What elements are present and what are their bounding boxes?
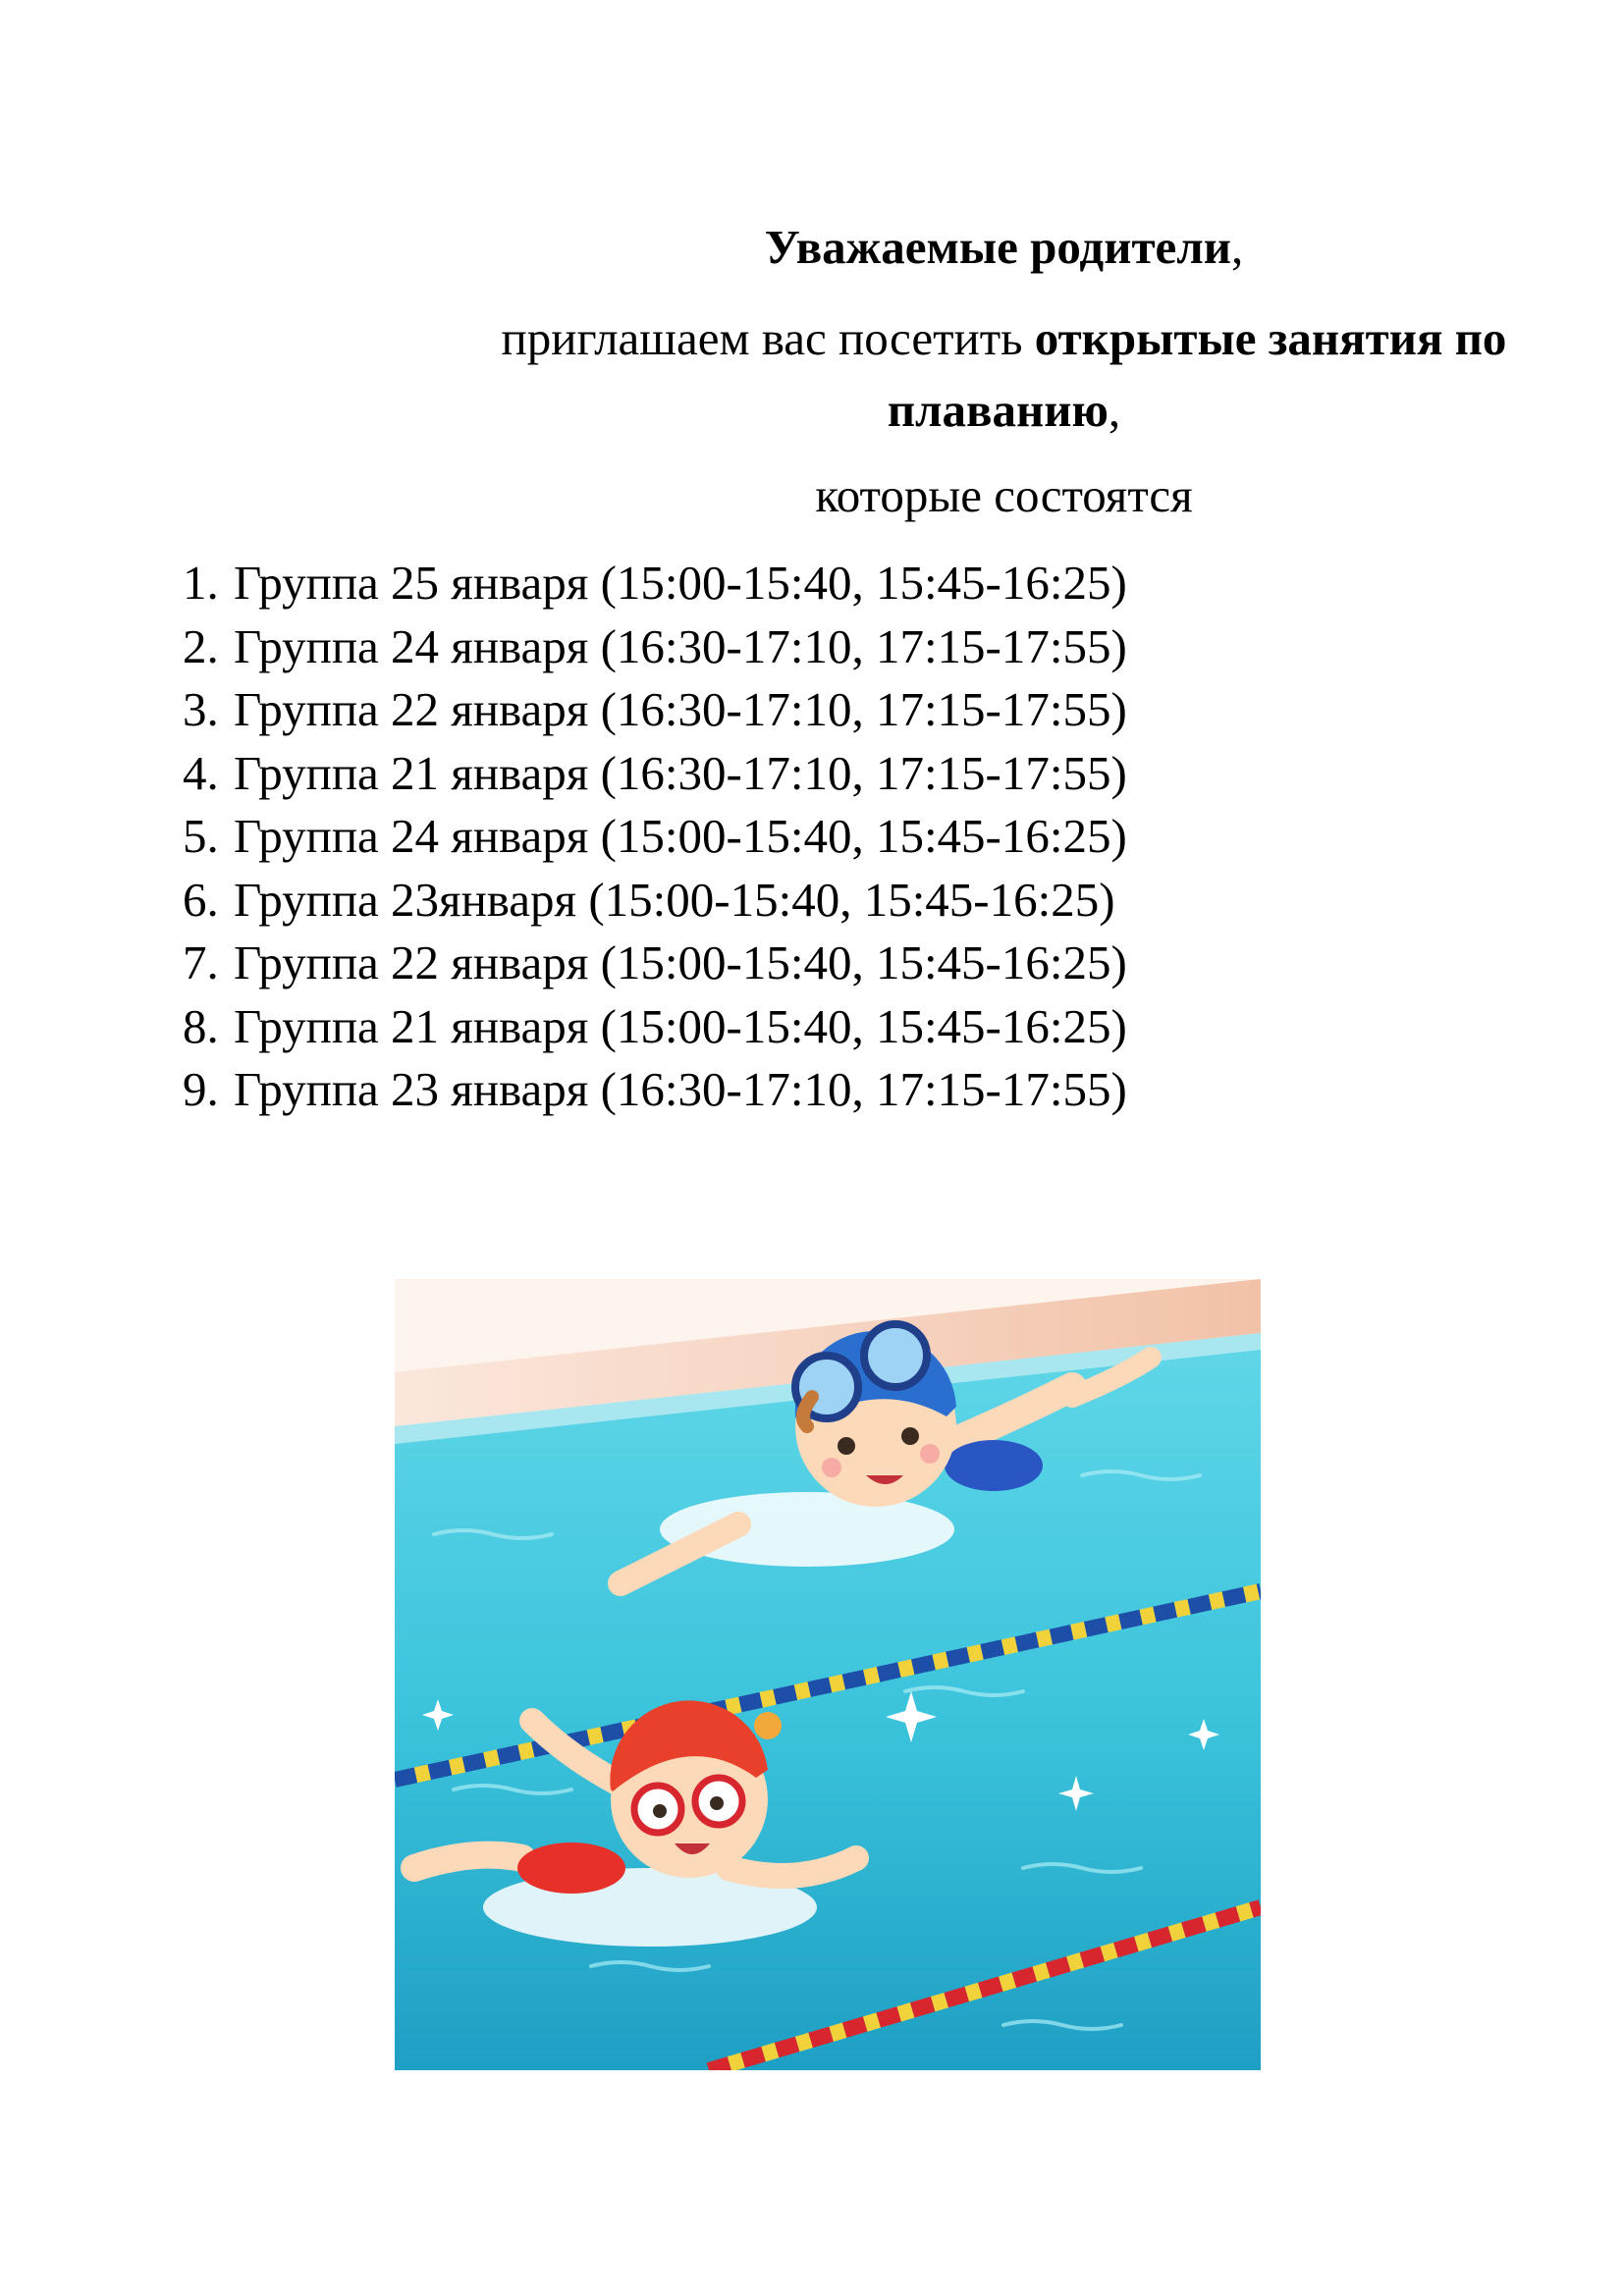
invite-comma: , (1108, 383, 1121, 437)
swimming-kids-illustration (395, 1279, 1261, 2070)
invite-line-1 (192, 309, 1623, 368)
list-item-text: Группа 24 января (15:00-15:40, 15:45-16:25) (234, 809, 1127, 863)
list-item (183, 995, 1127, 1059)
greeting-bold-text: Уважаемые родители (764, 220, 1231, 274)
list-item-text: Группа 22 января (15:00-15:40, 15:45-16:25) (234, 935, 1127, 989)
list-item-number: 8. (183, 998, 219, 1053)
greeting-comma: , (1230, 220, 1244, 274)
invite-bold-text-1: открытые занятия по (1034, 311, 1507, 365)
list-item-number: 2. (183, 618, 219, 673)
list-item-text: Группа 23января (15:00-15:40, 15:45-16:25) (234, 872, 1115, 927)
list-item (183, 805, 1127, 869)
list-item (183, 742, 1127, 806)
greeting-heading (192, 218, 1623, 277)
list-item (183, 869, 1127, 933)
list-item-text: Группа 21 января (15:00-15:40, 15:45-16:25) (234, 998, 1127, 1053)
list-item-number: 7. (183, 935, 219, 989)
list-item (183, 615, 1127, 679)
occur-line: которые состоятся (815, 468, 1193, 522)
list-item-number: 9. (183, 1062, 219, 1116)
list-item (183, 932, 1127, 995)
list-item-text: Группа 22 января (16:30-17:10, 17:15-17:55) (234, 682, 1127, 736)
invite-plain-text: приглашаем вас посетить (501, 311, 1035, 365)
invite-bold-text-2: плаванию (887, 383, 1109, 437)
list-item-text: Группа 25 января (15:00-15:40, 15:45-16:25) (234, 556, 1127, 610)
list-item-number: 4. (183, 745, 219, 800)
list-item-text: Группа 24 января (16:30-17:10, 17:15-17:55) (234, 618, 1127, 673)
list-item (183, 1058, 1127, 1122)
list-item-text: Группа 21 января (16:30-17:10, 17:15-17:55) (234, 745, 1127, 800)
list-item (183, 552, 1127, 615)
list-item-number: 6. (183, 872, 219, 927)
list-item-number: 1. (183, 556, 219, 610)
invite-line-2 (192, 381, 1623, 440)
list-item-number: 3. (183, 682, 219, 736)
schedule-list (183, 552, 1127, 1122)
list-item (183, 678, 1127, 742)
list-item-number: 5. (183, 809, 219, 863)
list-item-text: Группа 23 января (16:30-17:10, 17:15-17:55) (234, 1062, 1127, 1116)
